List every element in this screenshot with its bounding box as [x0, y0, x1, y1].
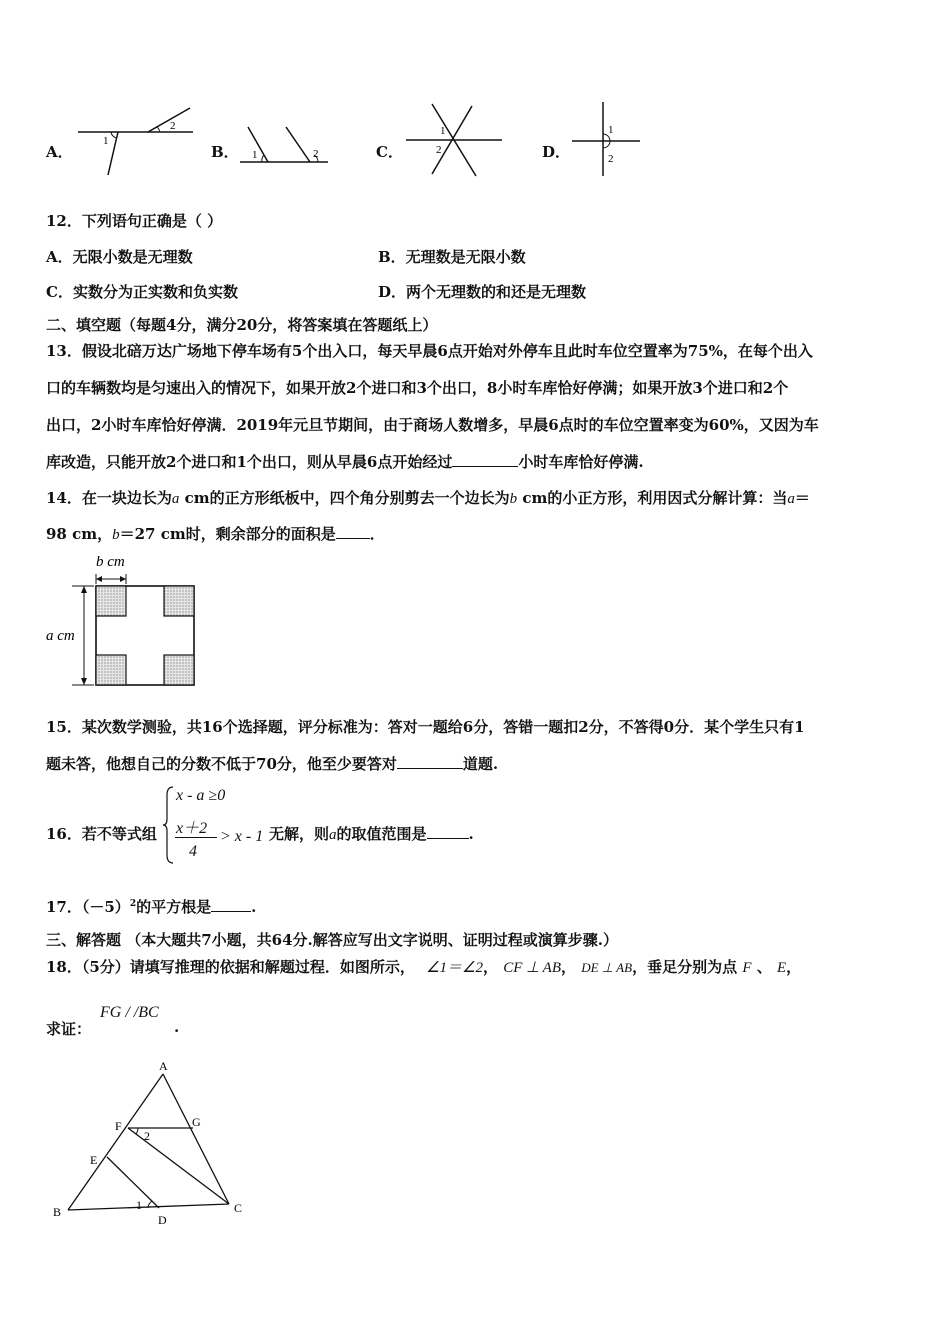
angle-1-label: 1	[136, 1198, 142, 1212]
angle-2-label: 2	[170, 120, 176, 132]
q16-fraction-bar	[175, 837, 217, 838]
q18-stem: 18．（5分）请填写推理的依据和解题过程．如图所示， ∠1＝∠2， CF ⊥ AB， DE ⊥ AB，垂足分别为点 F 、 E，	[46, 958, 802, 976]
q12-option-a: A．无限小数是无理数	[46, 248, 193, 266]
angle-2-label: 2	[144, 1129, 150, 1143]
q16-inequality-1: x - a ≥0	[176, 787, 226, 804]
q13-line-4: 库改造，只能开放2个进口和1个出口，则从早晨6点开始经过 小时车库恰好停满.	[46, 453, 644, 471]
q14-square-figure	[44, 548, 204, 693]
vertex-b-label: B	[53, 1205, 62, 1219]
q16-denominator: 4	[189, 843, 197, 860]
svg-text:1: 1	[440, 125, 446, 137]
q16-prefix: 16．若不等式组	[46, 825, 157, 843]
vertex-c-label: C	[234, 1201, 243, 1215]
section-3-heading: 三、解答题 （本大题共7小题，共64分.解答应写出文字说明、证明过程或演算步骤.）	[46, 931, 618, 949]
svg-text:1: 1	[252, 149, 258, 161]
q12-stem: 12．下列语句正确是（ ）	[46, 212, 223, 230]
q16-brace	[163, 785, 175, 865]
q13-answer-blank[interactable]	[452, 452, 518, 467]
q13-line-2: 口的车辆数均是匀速出入的情况下，如果开放2个进口和3个出口，8小时车库恰好停满；如果开放3个进口和2个	[46, 379, 789, 397]
q16-numerator: x＋2	[176, 820, 208, 837]
q15-line-1: 15．某次数学测验，共16个选择题，评分标准为：答对一题给6分，答错一题扣2分，不答得0分．某个学生只有1	[46, 718, 805, 736]
option-a-label: A．	[46, 143, 73, 161]
q16-rhs: > x - 1	[220, 828, 264, 845]
q12-option-c: C．实数分为正实数和负实数	[46, 283, 238, 301]
q16-answer-blank[interactable]	[427, 824, 469, 839]
option-d-label: D．	[542, 143, 571, 161]
vertex-e-label: E	[90, 1153, 98, 1167]
option-b-label: B．	[211, 143, 239, 161]
q14-line-1: 14．在一块边长为a cm的正方形纸板中，四个角分别剪去一个边长为b cm的小正方形，利用因式分解计算：当a＝	[46, 489, 810, 507]
q18-goal: FG / /BC	[100, 1004, 159, 1021]
svg-text:2: 2	[608, 153, 614, 165]
q18-triangle-figure	[48, 1058, 258, 1228]
option-b-figure	[238, 124, 333, 169]
q12-option-d: D．两个无理数的和还是无理数	[378, 283, 587, 301]
q15-answer-blank[interactable]	[397, 754, 463, 769]
vertex-d-label: D	[158, 1213, 167, 1227]
q16-suffix: 无解，则a的取值范围是 .	[269, 825, 474, 843]
vertex-f-label: F	[115, 1119, 122, 1133]
q18-goal-end: .	[174, 1018, 180, 1036]
option-a-figure	[78, 100, 198, 180]
svg-text:2: 2	[436, 144, 442, 156]
b-cm-label: b cm	[96, 554, 125, 570]
q14-line-2: 98 cm，b＝27 cm时，剩余部分的面积是 ．	[46, 525, 385, 543]
q15-line-2: 题未答，他想自己的分数不低于70分，他至少要答对 道题.	[46, 755, 499, 773]
q13-line-1: 13．假设北碚万达广场地下停车场有5个出入口，每天早晨6点开始对外停车且此时车位空置率为75%，在每个出入	[46, 342, 813, 360]
q18-prove-label: 求证：	[46, 1020, 92, 1038]
vertex-a-label: A	[159, 1059, 168, 1073]
vertex-g-label: G	[192, 1115, 201, 1129]
option-c-figure	[404, 100, 504, 178]
option-d-figure	[570, 100, 645, 178]
section-2-heading: 二、填空题（每题4分，满分20分，将答案填在答题纸上）	[46, 316, 438, 334]
option-c-label: C．	[376, 143, 403, 161]
svg-text:2: 2	[313, 148, 319, 160]
q12-option-b: B．无理数是无限小数	[378, 248, 526, 266]
q14-answer-blank[interactable]	[336, 524, 370, 539]
q17-answer-blank[interactable]	[211, 897, 251, 912]
q13-line-3: 出口，2小时车库恰好停满．2019年元旦节期间，由于商场人数增多，早晨6点时的车位空置率变为60%，又因为车	[46, 416, 819, 434]
angle-1-label: 1	[103, 135, 109, 147]
q17-line: 17．$(-5)^2$的平方根是 .	[46, 898, 257, 916]
svg-text:1: 1	[608, 124, 614, 136]
a-cm-label: a cm	[46, 628, 75, 644]
